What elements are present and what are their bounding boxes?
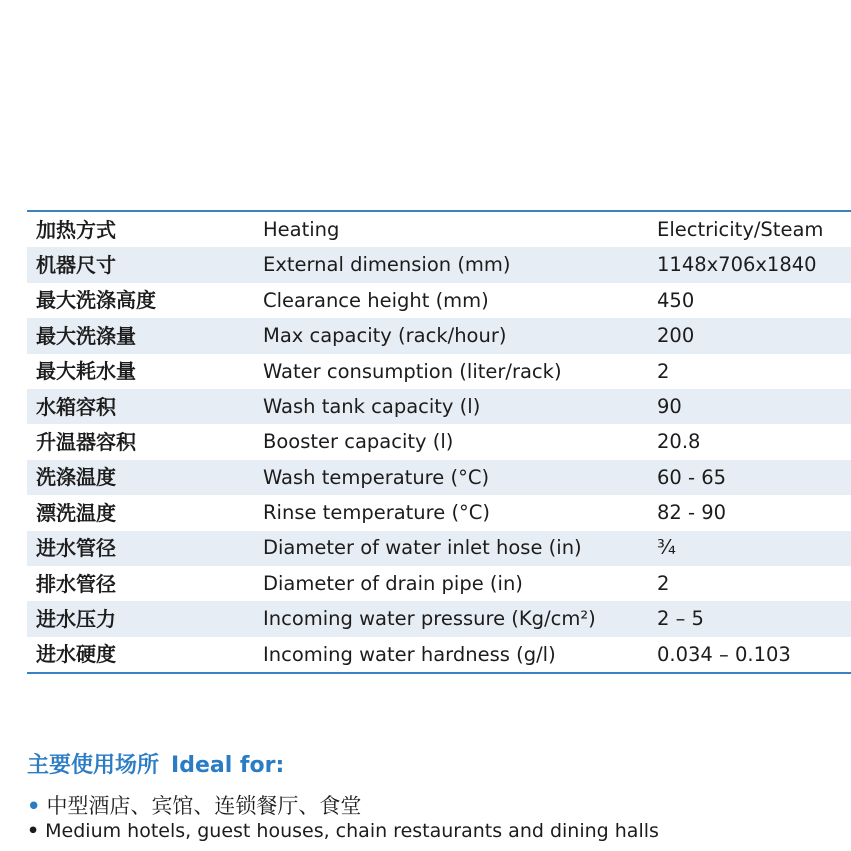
spec-label-cn: 漂洗温度: [36, 500, 116, 525]
spec-value: 82 - 90: [657, 501, 727, 525]
spec-value: 90: [657, 394, 682, 418]
bullet-icon: •: [27, 794, 41, 818]
usage-heading-en: Ideal for:: [171, 753, 285, 778]
spec-label-en: Wash tank capacity (l): [263, 394, 481, 418]
spec-label-cn: 进水管径: [36, 536, 116, 561]
spec-value: 450: [657, 288, 695, 312]
bullet-icon: •: [27, 820, 40, 842]
spec-row-water-pressure: [27, 601, 851, 636]
spec-value: 60 - 65: [657, 465, 727, 489]
spec-row-drain-pipe: [27, 566, 851, 601]
spec-label-en: Incoming water pressure (Kg/cm²): [263, 607, 596, 631]
spec-label-en: Clearance height (mm): [263, 288, 489, 312]
spec-row-wash-temp: [27, 460, 851, 495]
spec-label-cn: 最大耗水量: [36, 359, 136, 384]
spec-row-booster: [27, 424, 851, 459]
spec-label-cn: 水箱容积: [36, 394, 116, 419]
spec-value: 2 – 5: [657, 607, 704, 631]
spec-label-cn: 最大洗涤高度: [36, 288, 156, 313]
spec-label-cn: 加热方式: [36, 217, 116, 242]
usage-heading: [27, 748, 284, 779]
spec-row-rinse-temp: [27, 495, 851, 530]
spec-label-cn: 洗涤温度: [36, 465, 116, 490]
spec-label-en: Diameter of water inlet hose (in): [263, 536, 582, 560]
spec-row-inlet-hose: [27, 531, 851, 566]
spec-value: 20.8: [657, 430, 701, 454]
spec-value: 2: [657, 359, 670, 383]
spec-label-en: Wash temperature (°C): [263, 465, 490, 489]
spec-row-heating: [27, 212, 851, 247]
spec-value: 2: [657, 571, 670, 595]
usage-item-en: [27, 820, 659, 842]
spec-label-en: Incoming water hardness (g/l): [263, 642, 556, 666]
usage-text-cn: 中型酒店、宾馆、连锁餐厅、食堂: [46, 794, 362, 818]
spec-label-cn: 升温器容积: [36, 430, 136, 455]
usage-item-cn: [27, 790, 361, 820]
spec-row-clearance: [27, 283, 851, 318]
spec-row-tank: [27, 389, 851, 424]
spec-value: ¾: [657, 536, 676, 560]
spec-value: 0.034 – 0.103: [657, 642, 791, 666]
spec-label-en: Rinse temperature (°C): [263, 501, 491, 525]
spec-value: Electricity/Steam: [657, 217, 824, 241]
spec-label-en: Water consumption (liter/rack): [263, 359, 562, 383]
usage-text-en: Medium hotels, guest houses, chain restaurants and dining halls: [45, 820, 659, 842]
spec-value: 1148x706x1840: [657, 253, 817, 277]
spec-label-en: Heating: [263, 217, 340, 241]
spec-label-cn: 进水硬度: [36, 642, 116, 667]
spec-table: [27, 210, 851, 674]
spec-label-cn: 机器尺寸: [36, 253, 116, 278]
spec-label-en: Max capacity (rack/hour): [263, 324, 507, 348]
spec-label-en: Booster capacity (l): [263, 430, 454, 454]
spec-row-capacity: [27, 318, 851, 353]
spec-label-cn: 排水管径: [36, 571, 116, 596]
spec-row-water-consumption: [27, 354, 851, 389]
spec-label-cn: 最大洗涤量: [36, 323, 136, 348]
spec-label-cn: 进水压力: [36, 606, 116, 631]
usage-heading-cn: 主要使用场所: [27, 753, 160, 778]
spec-label-en: Diameter of drain pipe (in): [263, 571, 523, 595]
spec-row-water-hardness: [27, 637, 851, 672]
spec-row-dimension: [27, 247, 851, 282]
spec-label-en: External dimension (mm): [263, 253, 511, 277]
spec-value: 200: [657, 324, 695, 348]
